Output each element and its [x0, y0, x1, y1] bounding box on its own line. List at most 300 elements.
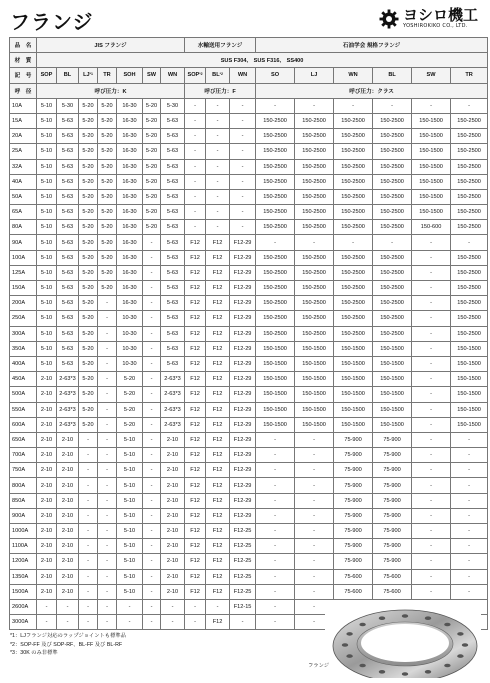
cell-water-sop: F12 [185, 524, 206, 539]
cell-jis-tr: 5-20 [98, 113, 117, 128]
cell-jis-tr: - [98, 387, 117, 402]
cell-jpi-bl: 75-900 [373, 448, 412, 463]
company-name: ヨシロ機工 [402, 6, 478, 24]
cell-water-bl: - [206, 113, 230, 128]
cell-jis-sw: - [143, 341, 161, 356]
cell-jpi-bl: 150-2500 [373, 144, 412, 159]
col-water-wn: WN [230, 68, 256, 83]
cell-jis-lj: 5-20 [79, 159, 98, 174]
bolt-hole [402, 672, 408, 676]
cell-jpi-bl: 75-900 [373, 508, 412, 523]
cell-jpi-lj: - [295, 98, 334, 113]
cell-jpi-lj: 150-2500 [295, 281, 334, 296]
cell-jis-lj: 5-20 [79, 296, 98, 311]
cell-jpi-so: - [256, 463, 295, 478]
cell-jpi-lj: 150-2500 [295, 144, 334, 159]
cell-jis-lj: 5-20 [79, 265, 98, 280]
cell-jis-tr: - [98, 508, 117, 523]
cell-jpi-sw: 150-1500 [412, 174, 451, 189]
cell-jpi-wn: 150-2500 [334, 189, 373, 204]
cell-jpi-wn: 75-900 [334, 524, 373, 539]
cell-jpi-sw: - [412, 265, 451, 280]
cell-jis-soh: 5-10 [117, 554, 143, 569]
bolt-hole [359, 623, 365, 627]
cell-jis-bl: 5-63 [57, 129, 79, 144]
cell-jis-bl: 5-30 [57, 98, 79, 113]
cell-jis-tr: - [98, 463, 117, 478]
cell-water-bl: F12 [206, 326, 230, 341]
cell-jpi-tr: - [451, 448, 488, 463]
cell-jpi-bl: 150-2500 [373, 296, 412, 311]
cell-water-wn: F12-29 [230, 372, 256, 387]
table-row [10, 98, 488, 113]
cell-jis-bl: - [57, 615, 79, 630]
cell-jis-lj: 5-20 [79, 235, 98, 250]
cell-water-sop: - [185, 144, 206, 159]
cell-jpi-tr: - [451, 524, 488, 539]
cell-water-bl: F12 [206, 372, 230, 387]
cell-jis-sop: 2-10 [37, 554, 57, 569]
cell-size: 900A [10, 508, 37, 523]
cell-jpi-tr: 150-2500 [451, 174, 488, 189]
cell-water-wn: F12-29 [230, 296, 256, 311]
cell-jis-bl: 2-10 [57, 524, 79, 539]
cell-size: 80A [10, 220, 37, 235]
company-subtitle: YOSHIROKIKO CO., LTD. [402, 23, 468, 29]
cell-jis-sop: 5-10 [37, 265, 57, 280]
cell-jpi-tr: 150-1500 [451, 356, 488, 371]
cell-jis-tr: - [98, 326, 117, 341]
cell-jis-tr: - [98, 569, 117, 584]
cell-water-wn: F12-29 [230, 326, 256, 341]
cell-jpi-lj: - [295, 554, 334, 569]
cell-size: 700A [10, 448, 37, 463]
cell-jis-wn: 2-63*3 [161, 387, 185, 402]
cell-jpi-bl: 75-600 [373, 569, 412, 584]
cell-jpi-tr: - [451, 539, 488, 554]
cell-jis-lj: 5-20 [79, 113, 98, 128]
cell-water-bl: - [206, 205, 230, 220]
cell-jis-soh: 5-10 [117, 493, 143, 508]
cell-jpi-bl: 150-2500 [373, 311, 412, 326]
cell-jpi-lj: 150-1500 [295, 387, 334, 402]
cell-size: 25A [10, 144, 37, 159]
cell-jis-soh: 10-30 [117, 356, 143, 371]
cell-jpi-so: 150-2500 [256, 281, 295, 296]
cell-water-sop: F12 [185, 432, 206, 447]
cell-jis-bl: 2-10 [57, 508, 79, 523]
cell-size: 1350A [10, 569, 37, 584]
cell-jpi-wn: 150-1500 [334, 387, 373, 402]
cell-size: 15A [10, 113, 37, 128]
product-name-row [10, 38, 488, 53]
cell-jpi-so: - [256, 554, 295, 569]
cell-jis-sop: 2-10 [37, 448, 57, 463]
cell-water-wn: F12-29 [230, 448, 256, 463]
cell-jpi-lj: 150-2500 [295, 265, 334, 280]
cell-jis-sw: - [143, 463, 161, 478]
cell-jis-sw: - [143, 387, 161, 402]
cell-jis-bl: 5-63 [57, 250, 79, 265]
cell-jis-sop: 5-10 [37, 296, 57, 311]
cell-jis-sw: - [143, 250, 161, 265]
cell-jis-bl: 2-10 [57, 539, 79, 554]
cell-water-bl: F12 [206, 250, 230, 265]
cell-jis-tr: - [98, 493, 117, 508]
cell-jis-lj: - [79, 478, 98, 493]
col-jis-soh: SOH [117, 68, 143, 83]
cell-jpi-wn: 75-900 [334, 463, 373, 478]
cell-jis-sop: 5-10 [37, 235, 57, 250]
table-row [10, 539, 488, 554]
cell-jpi-bl: 75-900 [373, 463, 412, 478]
cell-water-bl: - [206, 159, 230, 174]
cell-jis-sop: - [37, 615, 57, 630]
cell-jpi-tr: - [451, 569, 488, 584]
cell-jis-soh: 16-30 [117, 159, 143, 174]
cell-water-wn: F12-29 [230, 463, 256, 478]
cell-water-bl: - [206, 144, 230, 159]
cell-jis-soh: 5-10 [117, 448, 143, 463]
table-row [10, 250, 488, 265]
cell-jpi-so: - [256, 584, 295, 599]
cell-water-wn: - [230, 159, 256, 174]
cell-jpi-wn: 150-2500 [334, 144, 373, 159]
cell-water-sop: F12 [185, 281, 206, 296]
cell-jpi-tr: 150-2500 [451, 113, 488, 128]
cell-water-sop: F12 [185, 508, 206, 523]
table-row [10, 432, 488, 447]
cell-jpi-lj: - [295, 584, 334, 599]
cell-size: 40A [10, 174, 37, 189]
cell-jpi-tr: 150-2500 [451, 250, 488, 265]
cell-water-wn: F12-15 [230, 599, 256, 614]
cell-jis-lj: - [79, 432, 98, 447]
bolt-hole [444, 664, 450, 668]
cell-water-sop: F12 [185, 341, 206, 356]
cell-water-bl: F12 [206, 463, 230, 478]
table-row [10, 463, 488, 478]
cell-jpi-lj: 150-2500 [295, 296, 334, 311]
cell-jpi-lj: - [295, 508, 334, 523]
col-jis-sop: SOP [37, 68, 57, 83]
cell-jis-tr: - [98, 372, 117, 387]
cell-jis-sop: 5-10 [37, 174, 57, 189]
cell-jpi-tr: - [451, 478, 488, 493]
cell-water-wn: - [230, 174, 256, 189]
cell-jis-soh: 5-10 [117, 569, 143, 584]
cell-water-wn: - [230, 144, 256, 159]
cell-jis-lj: - [79, 554, 98, 569]
cell-jpi-sw: 150-1500 [412, 144, 451, 159]
cell-jis-wn: 5-30 [161, 98, 185, 113]
bolt-hole [444, 623, 450, 627]
cell-water-sop: F12 [185, 417, 206, 432]
cell-size: 600A [10, 417, 37, 432]
cell-jis-soh: 16-30 [117, 296, 143, 311]
table-row [10, 113, 488, 128]
cell-jis-soh: 16-30 [117, 144, 143, 159]
cell-jpi-lj: 150-1500 [295, 341, 334, 356]
cell-jpi-bl: 75-900 [373, 554, 412, 569]
cell-water-sop: - [185, 189, 206, 204]
cell-jis-wn: 5-63 [161, 341, 185, 356]
cell-jis-sw: - [143, 311, 161, 326]
cell-water-wn: F12-29 [230, 265, 256, 280]
cell-jpi-bl: 150-2500 [373, 129, 412, 144]
cell-jpi-lj: 150-2500 [295, 159, 334, 174]
cell-jis-sw: - [143, 584, 161, 599]
cell-jpi-sw: 150-1500 [412, 129, 451, 144]
cell-water-sop: F12 [185, 539, 206, 554]
bolt-hole [457, 632, 463, 636]
cell-water-wn: - [230, 98, 256, 113]
cell-size: 200A [10, 296, 37, 311]
cell-jis-tr: - [98, 296, 117, 311]
cell-jis-tr: 5-20 [98, 159, 117, 174]
cell-jis-sop: 2-10 [37, 584, 57, 599]
cell-water-sop: F12 [185, 493, 206, 508]
cell-water-bl: - [206, 599, 230, 614]
cell-jis-lj: 5-20 [79, 174, 98, 189]
footnote-1: *1：LJフランジ対応のラップジョイントも標準品 [10, 633, 126, 639]
cell-water-bl: F12 [206, 508, 230, 523]
cell-jis-tr: - [98, 432, 117, 447]
cell-jpi-tr: - [451, 493, 488, 508]
cell-jis-sop: 2-10 [37, 493, 57, 508]
cell-size: 32A [10, 159, 37, 174]
table-row [10, 508, 488, 523]
cell-jis-sw: 5-20 [143, 113, 161, 128]
cell-jis-sop: - [37, 599, 57, 614]
cell-water-bl: F12 [206, 478, 230, 493]
cell-jpi-so: - [256, 524, 295, 539]
table-row [10, 554, 488, 569]
cell-jis-tr: 5-20 [98, 281, 117, 296]
cell-jis-bl: 5-63 [57, 113, 79, 128]
cell-jis-sop: 5-10 [37, 341, 57, 356]
cell-jis-lj: - [79, 599, 98, 614]
cell-jpi-sw: - [412, 281, 451, 296]
cell-jpi-so: 150-1500 [256, 356, 295, 371]
col-jpi-tr: TR [451, 68, 488, 83]
col-jis-lj: LJ$^{*1}$ [79, 68, 98, 83]
cell-jis-sop: 5-10 [37, 189, 57, 204]
cell-jpi-tr: 150-1500 [451, 417, 488, 432]
cell-water-sop: F12 [185, 554, 206, 569]
cell-jpi-sw: - [412, 508, 451, 523]
cell-water-bl: F12 [206, 311, 230, 326]
cell-jis-sw: 5-20 [143, 189, 161, 204]
cell-jpi-so: 150-2500 [256, 296, 295, 311]
cell-jis-wn: 2-10 [161, 493, 185, 508]
cell-jpi-tr: - [451, 98, 488, 113]
cell-jpi-sw: 150-1500 [412, 159, 451, 174]
cell-water-wn: F12-25 [230, 539, 256, 554]
cell-water-sop: - [185, 129, 206, 144]
cell-jpi-so: - [256, 599, 295, 614]
col-water-sop: SOP$^{*2}$ [185, 68, 206, 83]
cell-jpi-lj: - [295, 539, 334, 554]
cell-jis-lj: - [79, 448, 98, 463]
cell-jpi-lj: - [295, 463, 334, 478]
cell-jis-lj: 5-20 [79, 372, 98, 387]
table-row [10, 524, 488, 539]
cell-water-bl: - [206, 189, 230, 204]
cell-jpi-sw: - [412, 296, 451, 311]
cell-jpi-lj: 150-1500 [295, 372, 334, 387]
table-row [10, 311, 488, 326]
cell-jis-tr: - [98, 524, 117, 539]
cell-jis-sw: 5-20 [143, 174, 161, 189]
cell-jpi-sw: - [412, 235, 451, 250]
flange-ring-image [325, 600, 481, 678]
cell-jpi-sw: 150-1500 [412, 113, 451, 128]
cell-jis-lj: - [79, 539, 98, 554]
cell-water-sop: - [185, 615, 206, 630]
cell-jis-soh: 16-30 [117, 129, 143, 144]
col-jpi-so: SO [256, 68, 295, 83]
cell-water-sop: F12 [185, 296, 206, 311]
cell-jis-lj: 5-20 [79, 417, 98, 432]
cell-jis-sw: - [143, 478, 161, 493]
cell-jpi-wn: - [334, 98, 373, 113]
cell-jpi-bl: 150-2500 [373, 205, 412, 220]
cell-jis-wn: 2-10 [161, 508, 185, 523]
cell-jis-bl: 2-10 [57, 569, 79, 584]
cell-jpi-sw: - [412, 402, 451, 417]
cell-jpi-bl: 75-900 [373, 524, 412, 539]
cell-jis-sw: - [143, 569, 161, 584]
cell-water-bl: F12 [206, 554, 230, 569]
cell-jis-lj: 5-20 [79, 205, 98, 220]
cell-jis-wn: 5-63 [161, 159, 185, 174]
cell-jpi-so: - [256, 432, 295, 447]
cell-jis-lj: 5-20 [79, 311, 98, 326]
footnote-3: *3：30K のみ非標準 [10, 650, 58, 656]
table-row [10, 387, 488, 402]
cell-water-sop: F12 [185, 311, 206, 326]
cell-jpi-tr: 150-2500 [451, 220, 488, 235]
cell-jis-tr: 5-20 [98, 144, 117, 159]
cell-water-sop: F12 [185, 569, 206, 584]
cell-jis-lj: 5-20 [79, 402, 98, 417]
cell-jis-tr: 5-20 [98, 174, 117, 189]
table-row [10, 205, 488, 220]
cell-jpi-bl: 150-2500 [373, 265, 412, 280]
cell-jis-bl: - [57, 599, 79, 614]
cell-jpi-so: 150-2500 [256, 129, 295, 144]
cell-jpi-bl: 150-2500 [373, 250, 412, 265]
cell-jis-sw: - [143, 599, 161, 614]
cell-jpi-bl: 75-900 [373, 432, 412, 447]
cell-jis-tr: 5-20 [98, 235, 117, 250]
cell-water-sop: F12 [185, 448, 206, 463]
cell-jis-wn: - [161, 599, 185, 614]
cell-jpi-so: - [256, 98, 295, 113]
col-jpi-wn: WN [334, 68, 373, 83]
cell-jpi-wn: 150-1500 [334, 341, 373, 356]
cell-size: 750A [10, 463, 37, 478]
cell-jpi-sw: - [412, 554, 451, 569]
cell-water-sop: F12 [185, 463, 206, 478]
cell-jpi-sw: - [412, 98, 451, 113]
cell-water-wn: F12-29 [230, 341, 256, 356]
cell-jpi-so: - [256, 539, 295, 554]
cell-water-wn: - [230, 189, 256, 204]
cell-jpi-tr: 150-2500 [451, 205, 488, 220]
cell-water-wn: F12-29 [230, 387, 256, 402]
table-row [10, 129, 488, 144]
cell-jpi-so: 150-1500 [256, 417, 295, 432]
cell-water-bl: F12 [206, 356, 230, 371]
cell-jpi-tr: 150-2500 [451, 296, 488, 311]
photo-caption: フランジ [308, 663, 330, 669]
cell-water-bl: F12 [206, 432, 230, 447]
cell-jpi-sw: - [412, 524, 451, 539]
cell-water-sop: F12 [185, 265, 206, 280]
cell-jpi-tr: - [451, 554, 488, 569]
cell-water-sop: F12 [185, 402, 206, 417]
cell-water-sop: F12 [185, 372, 206, 387]
cell-jpi-sw: 150-1500 [412, 189, 451, 204]
cell-jis-bl: 5-63 [57, 326, 79, 341]
cell-jis-sop: 2-10 [37, 539, 57, 554]
cell-jpi-lj: 150-1500 [295, 356, 334, 371]
cell-jis-soh: 10-30 [117, 341, 143, 356]
cell-jis-sop: 5-10 [37, 205, 57, 220]
cell-jpi-tr: - [451, 463, 488, 478]
cell-jis-sw: - [143, 326, 161, 341]
table-row [10, 220, 488, 235]
col-jis-wn: WN [161, 68, 185, 83]
cell-jis-sw: 5-20 [143, 159, 161, 174]
cell-water-sop: - [185, 98, 206, 113]
cell-size: 1200A [10, 554, 37, 569]
cell-jpi-so: 150-1500 [256, 402, 295, 417]
cell-jis-lj: 5-20 [79, 129, 98, 144]
cell-jis-wn: 2-10 [161, 539, 185, 554]
cell-jpi-sw: - [412, 311, 451, 326]
cell-jpi-sw: - [412, 539, 451, 554]
cell-jis-soh: 5-10 [117, 432, 143, 447]
cell-jpi-so: 150-1500 [256, 372, 295, 387]
cell-size: 1000A [10, 524, 37, 539]
cell-jpi-bl: 150-2500 [373, 220, 412, 235]
cell-jis-sw: - [143, 508, 161, 523]
table-row [10, 281, 488, 296]
cell-jpi-lj: - [295, 478, 334, 493]
cell-jis-sop: 2-10 [37, 432, 57, 447]
cell-jis-bl: 5-63 [57, 189, 79, 204]
cell-size: 20A [10, 129, 37, 144]
cell-size: 650A [10, 432, 37, 447]
cell-jpi-lj: 150-2500 [295, 189, 334, 204]
cell-jis-sop: 2-10 [37, 372, 57, 387]
cell-jpi-wn: 150-1500 [334, 356, 373, 371]
cell-jpi-so: 150-1500 [256, 341, 295, 356]
cell-jis-lj: 5-20 [79, 98, 98, 113]
bolt-hole [359, 664, 365, 668]
cell-water-wn: F12-25 [230, 554, 256, 569]
cell-jis-sop: 5-10 [37, 220, 57, 235]
cell-jis-lj: 5-20 [79, 220, 98, 235]
cell-water-sop: - [185, 159, 206, 174]
cell-jis-soh: 16-30 [117, 250, 143, 265]
cell-size: 450A [10, 372, 37, 387]
col-jpi-bl: BL [373, 68, 412, 83]
cell-jpi-wn: 150-2500 [334, 281, 373, 296]
